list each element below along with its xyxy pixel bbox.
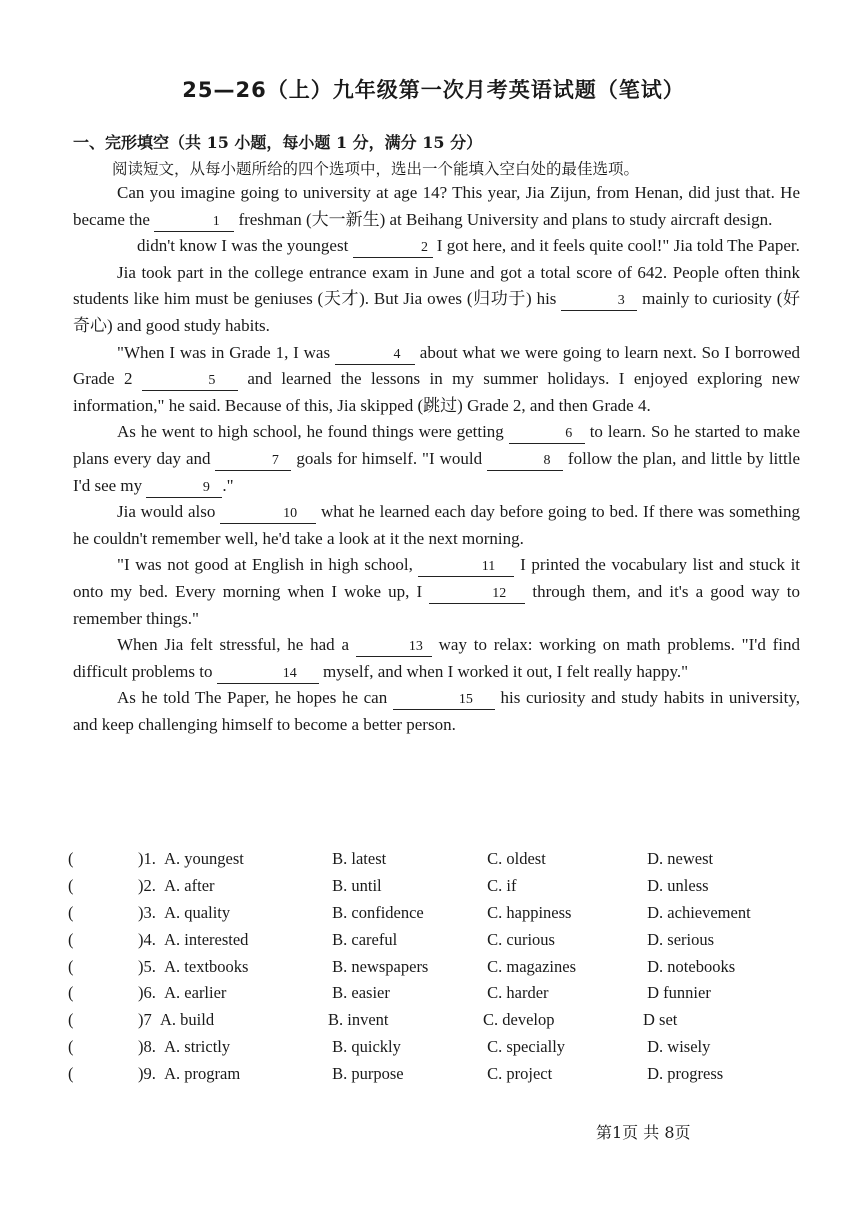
option-c[interactable]: C. magazines xyxy=(487,956,577,976)
answer-bracket[interactable]: ( xyxy=(68,849,74,869)
option-b[interactable]: B. until xyxy=(332,876,382,896)
option-c[interactable]: C. curious xyxy=(487,929,555,949)
option-a[interactable]: A. quality xyxy=(164,902,231,922)
question-row xyxy=(68,900,808,927)
blank-12[interactable]: 12 xyxy=(429,585,525,604)
option-d[interactable]: D. newest xyxy=(647,849,714,869)
question-number: )7 xyxy=(138,1010,152,1030)
question-number: )8. xyxy=(138,1036,156,1056)
section-heading: 一、完形填空（共 15 小题，每小题 1 分，满分 15 分） xyxy=(73,133,483,152)
option-d[interactable]: D set xyxy=(643,1010,678,1030)
option-d[interactable]: D. unless xyxy=(647,876,709,896)
paragraph-8: When Jia felt stressful, he had a 13 way to relax: working on math problems. "I'd find difficult problems to 14 myself, and when I worked it out, I felt really happy." xyxy=(73,632,800,685)
option-b[interactable]: B. quickly xyxy=(332,1036,401,1056)
option-a[interactable]: A. strictly xyxy=(164,1036,231,1056)
option-a[interactable]: A. program xyxy=(164,1063,241,1083)
blank-9[interactable]: 9 xyxy=(146,479,222,498)
option-c[interactable]: C. develop xyxy=(483,1010,555,1030)
question-row xyxy=(68,926,808,953)
blank-8[interactable]: 8 xyxy=(487,452,563,471)
option-a[interactable]: A. youngest xyxy=(164,849,244,869)
question-number: )3. xyxy=(138,902,156,922)
option-a[interactable]: A. after xyxy=(164,876,215,896)
blank-13[interactable]: 13 xyxy=(356,638,432,657)
option-d[interactable]: D funnier xyxy=(647,983,711,1003)
paragraph-4: "When I was in Grade 1, I was 4 about what we were going to learn next. So I borrowed Grade 2 5 and learned the lessons in my summer holidays. I enjoyed exploring new information," he said. Because of this, Jia skipped (跳过) Grade 2, and then Grade 4. xyxy=(73,342,801,415)
option-c[interactable]: C. happiness xyxy=(487,902,572,922)
option-a[interactable]: A. interested xyxy=(164,929,249,949)
option-b[interactable]: B. easier xyxy=(332,983,390,1003)
page-footer: 第1页 共 8页 xyxy=(596,1123,691,1142)
option-c[interactable]: C. harder xyxy=(487,983,549,1003)
question-number: )9. xyxy=(138,1063,156,1083)
question-number: )4. xyxy=(138,929,156,949)
paragraph-1: Can you imagine going to university at age 14? This year, Jia Zijun, from Henan, did just that. He became the 1 freshman (大一新生) at Beihang University and plans to study aircraft design. xyxy=(73,180,800,233)
paragraph-7: "I was not good at English in high school, 11 I printed the vocabulary list and stuck it onto my bed. Every morning when I woke up, I 12 through them, and it's a good way to remember things." xyxy=(73,555,801,628)
option-b[interactable]: B. confidence xyxy=(332,902,424,922)
blank-10[interactable]: 10 xyxy=(220,505,316,524)
option-c[interactable]: C. specially xyxy=(487,1036,566,1056)
answer-bracket[interactable]: ( xyxy=(68,876,74,896)
blank-11[interactable]: 11 xyxy=(418,558,514,577)
question-row xyxy=(68,873,808,900)
option-c[interactable]: C. if xyxy=(487,876,517,896)
blank-4[interactable]: 4 xyxy=(335,346,415,365)
exam-title: 25—26（上）九年级第一次月考英语试题（笔试） xyxy=(182,78,685,102)
blank-1[interactable]: 1 xyxy=(154,213,234,232)
question-row xyxy=(68,1007,808,1034)
answer-bracket[interactable]: ( xyxy=(68,929,74,949)
option-d[interactable]: D. wisely xyxy=(647,1036,711,1056)
section-instruction: 阅读短文，从每小题所给的四个选项中，选出一个能填入空白处的最佳选项。 xyxy=(112,160,640,178)
option-a[interactable]: A. textbooks xyxy=(164,956,249,976)
option-b[interactable]: B. invent xyxy=(328,1010,389,1030)
question-number: )2. xyxy=(138,876,156,896)
answer-bracket[interactable]: ( xyxy=(68,1036,74,1056)
question-row xyxy=(68,953,808,980)
option-b[interactable]: B. newspapers xyxy=(332,956,429,976)
option-b[interactable]: B. purpose xyxy=(332,1063,404,1083)
option-b[interactable]: B. careful xyxy=(332,929,398,949)
blank-15[interactable]: 15 xyxy=(393,691,495,710)
answer-bracket[interactable]: ( xyxy=(68,983,74,1003)
paragraph-2: didn't know I was the youngest 2 I got here, and it feels quite cool!" Jia told The Paper. xyxy=(73,233,800,260)
question-row xyxy=(68,980,808,1007)
blank-3[interactable]: 3 xyxy=(561,292,637,311)
blank-7[interactable]: 7 xyxy=(215,452,291,471)
blank-2[interactable]: 2 xyxy=(353,239,433,258)
question-row xyxy=(68,846,808,873)
answer-bracket[interactable]: ( xyxy=(68,902,74,922)
option-d[interactable]: D. notebooks xyxy=(647,956,736,976)
question-row xyxy=(68,1034,808,1061)
option-a[interactable]: A. earlier xyxy=(164,983,227,1003)
paragraph-6: Jia would also 10 what he learned each day before going to bed. If there was something he couldn't remember well, he'd take a look at it the next morning. xyxy=(73,502,800,548)
paragraph-5: As he went to high school, he found things were getting 6 to learn. So he started to make plans every day and 7 goals for himself. "I would 8 follow the plan, and little by little I'd see my 9 ." xyxy=(73,419,800,499)
option-d[interactable]: D. serious xyxy=(647,929,715,949)
answer-bracket[interactable]: ( xyxy=(68,956,74,976)
answer-bracket[interactable]: ( xyxy=(68,1010,74,1030)
option-c[interactable]: C. project xyxy=(487,1063,553,1083)
answer-bracket[interactable]: ( xyxy=(68,1063,74,1083)
paragraph-9: As he told The Paper, he hopes he can 15 his curiosity and study habits in university, and keep challenging himself to become a better person. xyxy=(73,688,800,734)
blank-5[interactable]: 5 xyxy=(142,372,238,391)
question-options xyxy=(68,846,808,1087)
question-number: )5. xyxy=(138,956,156,976)
option-c[interactable]: C. oldest xyxy=(487,849,546,869)
question-number: )6. xyxy=(138,983,156,1003)
option-b[interactable]: B. latest xyxy=(332,849,387,869)
option-d[interactable]: D. progress xyxy=(647,1063,724,1083)
blank-6[interactable]: 6 xyxy=(509,425,585,444)
paragraph-3: Jia took part in the college entrance exam in June and got a total score of 642. People often think students like him must be geniuses (天才). But Jia owes (归功于) his 3 mainly to curiosity (好奇心) and good study habits. xyxy=(73,262,801,335)
option-d[interactable]: D. achievement xyxy=(647,902,751,922)
cloze-passage xyxy=(73,180,800,738)
question-number: )1. xyxy=(138,849,156,869)
option-a[interactable]: A. build xyxy=(160,1010,215,1030)
blank-14[interactable]: 14 xyxy=(217,665,319,684)
question-row xyxy=(68,1060,808,1087)
